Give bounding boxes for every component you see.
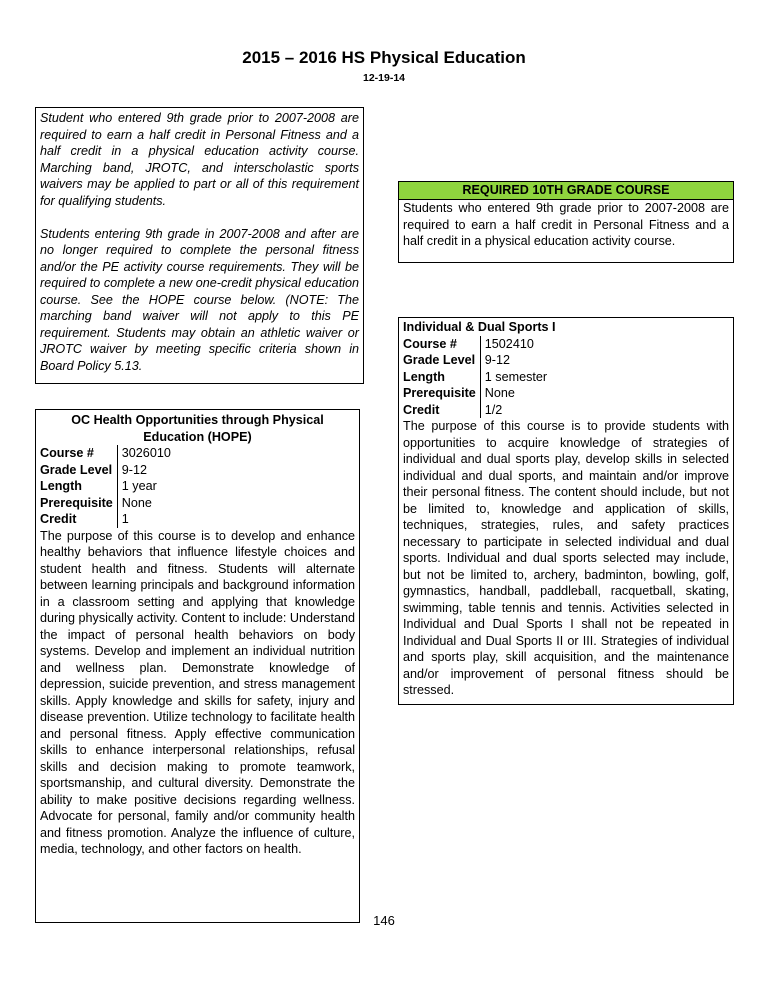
meta-value: None: [121, 495, 152, 510]
course-title: Individual & Dual Sports I: [403, 320, 556, 334]
course-description: The purpose of this course is to provide students with opportunities to acquire knowledge of strategies of individual and dual sports play, develop skills in selected individual and dual sports, and maintain and/or improve their personal fitness. The content should include, but not be limited to, knowledge and application of skills, techniques, strategies, rules, and safety practices necessary to participate in selected individual and dual sports. Individual and dual sports selected may include, but not be limited to, archery, badminton, bowling, golf, gymnastics, handball, paddleball, racquetball, skating, swimming, table tennis and tennis. Activities selected in Individual and Dual Sports I shall not be repeated in Individual and Dual Sports II or III. Strategies of individual and sports play, skill acquisition, and the maintenance and/or improvement of personal fitness should be stressed.: [403, 419, 729, 697]
notice-paragraph-pre-2007: Student who entered 9th grade prior to 2007-2008 are required to earn a half credit in Personal Fitness and a half credit in a physical education activity course. Marching band, JROTC, and interscholastic sports waivers may be applied to part or all of this requirement for qualifying students.: [40, 111, 359, 208]
meta-label: Length: [36, 478, 117, 495]
meta-value: None: [484, 386, 515, 400]
notice-paragraph-post-2007: Students entering 9th grade in 2007-2008 and after are no longer required to complete the personal fitness and/or the PE activity course requirements. They will be required to complete a new one-credit physical education course. See the HOPE course below. (NOTE: The marching band waiver will not apply to this PE requirement. Students may obtain an athletic waiver or JROTC waiver by meeting specific criteria shown in Board Policy 5.13.: [40, 226, 359, 373]
meta-label: Grade Level: [399, 352, 480, 369]
meta-value: 3026010: [121, 446, 171, 460]
meta-label: Credit: [399, 402, 480, 419]
meta-value: 9-12: [121, 462, 148, 477]
meta-label: Credit: [36, 511, 117, 528]
meta-value: 1: [121, 512, 129, 526]
page-title: 2015 – 2016 HS Physical Education: [242, 48, 526, 67]
meta-label: Course #: [36, 445, 117, 462]
meta-label: Course #: [399, 336, 480, 353]
required-10th-grade-box: [398, 181, 734, 263]
meta-row-grade: [36, 462, 175, 479]
meta-row-credit: [36, 511, 175, 528]
course-meta-table: [399, 336, 551, 419]
course-individual-dual-sports: [398, 317, 734, 705]
required-course-text: Students who entered 9th grade prior to 2007-2008 are required to earn a half credit in Personal Fitness and a half credit in a physical education activity course.: [403, 201, 729, 248]
course-meta-table: [36, 445, 175, 528]
course-description: The purpose of this course is to develop and enhance healthy behaviors that influence lifestyle choices and student health and fitness. Students will alternate between learning principals and background information in a classroom setting and applying that knowledge during physically activity. Content to include: Understand the impact of personal health behaviors on body systems. Develop and implement an individual nutrition and wellness plan. Demonstrate knowledge of depression, suicide prevention, and stress management skills. Apply knowledge and skills for safety, injury and disease prevention. Utilize technology to facilitate health and personal fitness. Apply effective communication skills to enhance interpersonal relationships, refusal skills and decision making to promote teamwork, sportsmanship, and cultural diversity. Demonstrate the ability to make positive decisions regarding wellness. Advocate for personal, family and/or community health and fitness promotion. Analyze the influence of culture, media, technology, and other factors on health.: [40, 528, 355, 856]
meta-row-credit: [399, 402, 551, 419]
pe-requirement-notice: [35, 107, 364, 384]
page-number: 146: [373, 913, 395, 928]
meta-label: Length: [399, 369, 480, 386]
meta-row-length: [36, 478, 175, 495]
meta-value: 1 year: [121, 479, 157, 493]
meta-label: Grade Level: [36, 462, 117, 479]
course-hope: [35, 409, 360, 923]
meta-row-prerequisite: [399, 385, 551, 402]
course-title: OC Health Opportunities through Physical Education (HOPE): [71, 413, 324, 444]
meta-value: 9-12: [484, 353, 511, 367]
meta-row-prerequisite: [36, 495, 175, 512]
page-date: 12-19-14: [362, 72, 406, 84]
meta-row-length: [399, 369, 551, 386]
meta-row-course: [36, 445, 175, 462]
meta-value: 1/2: [484, 402, 503, 417]
meta-row-course: [399, 336, 551, 353]
meta-label: Prerequisite: [36, 495, 117, 512]
meta-value: 1502410: [484, 336, 534, 351]
meta-label: Prerequisite: [399, 385, 480, 402]
meta-row-grade: [399, 352, 551, 369]
meta-value: 1 semester: [484, 369, 548, 384]
required-course-heading: REQUIRED 10TH GRADE COURSE: [399, 182, 733, 200]
